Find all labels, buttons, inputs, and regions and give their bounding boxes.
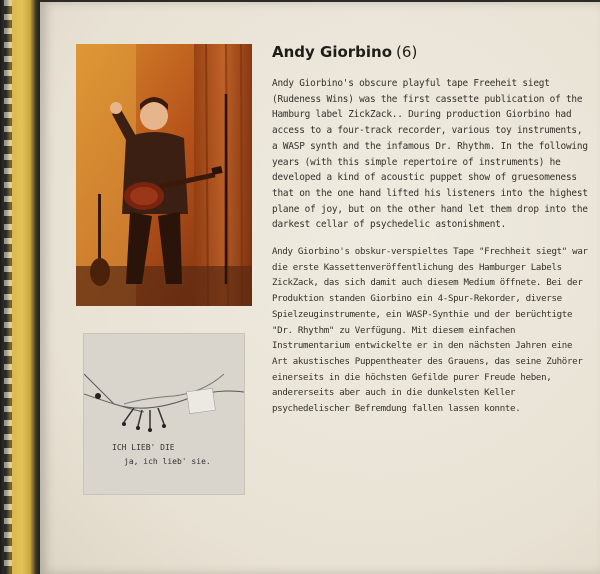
booklet-spine — [0, 0, 40, 574]
musician-photo — [76, 44, 252, 306]
article-heading — [272, 42, 590, 62]
track-number: (6) — [396, 43, 418, 61]
article-column — [272, 42, 590, 430]
booklet-page — [40, 2, 600, 574]
musician-photo-illustration — [76, 44, 252, 306]
cassette-cover — [84, 334, 244, 494]
artist-name: Andy Giorbino — [272, 43, 393, 61]
cassette-cover-artwork — [84, 334, 244, 494]
paragraph-german: Andy Giorbino's obskur-verspieltes Tape "Frechheit siegt" war die erste Kassettenveröffentlichung des Hamburger Labels ZickZack, das sich damit auch diesem Medium öffnete. Bei der Produktion standen Giorbino ein 4-Spur-Rekorder, diverse Spielzeuginstrumente, ein WASP-Synthie und der berüchtigte "Dr. Rhythm" zu Verfügung. Mit diesem einfachen Instrumentarium entwickelte er in den nächsten Jahren eine Art akustisches Puppentheater des Grauens, das seine Zuhörer einerseits in die höchsten Gefilde purer Freude heben, andererseits aber auch in die dunkelsten Keller psychedelischer Befremdung fallen lassen konnte. — [272, 247, 588, 415]
cover-line-2: ja, ich lieb' sie. — [124, 457, 211, 466]
cover-line-1: ICH LIEB' DIE — [112, 443, 175, 452]
spine-pattern — [4, 0, 12, 574]
paragraph-english: Andy Giorbino's obscure playful tape Freeheit siegt (Rudeness Wins) was the first cassette publication of the Hamburg label ZickZack.. During production Giorbino had access to a four-track recorder, various toy instruments, a WASP synth and the infamous Dr. Rhythm. In the following years (with this simple repertoire of instruments) he developed a kind of acoustic puppet show of gruesomeness that on the one hand lifted his listeners into the highest plane of joy, but on the other hand let them drop into the darkest cellar of psychedelic astonishment. — [272, 78, 588, 231]
